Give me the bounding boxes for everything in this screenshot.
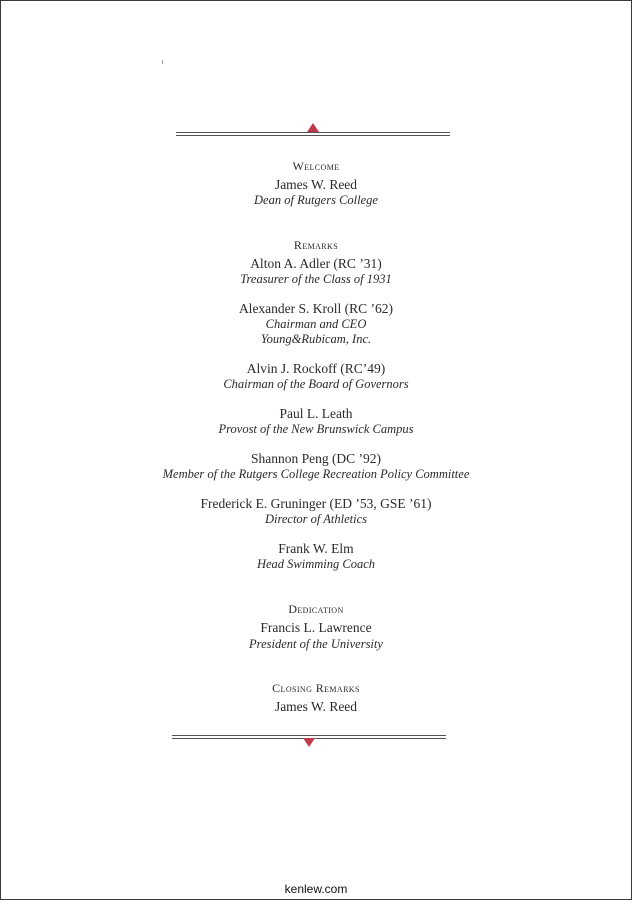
top-ornament <box>176 122 450 136</box>
remarks-heading: Remarks <box>293 238 339 252</box>
welcome-name: James W. Reed <box>274 177 358 192</box>
speaker-name: Shannon Peng (DC ’92) <box>250 451 382 466</box>
speaker-role: Chairman and CEO <box>265 317 367 331</box>
speaker-role-2: Young&Rubicam, Inc. <box>260 332 372 346</box>
speaker-name: Alton A. Adler (RC ’31) <box>250 256 382 271</box>
top-rule-2 <box>176 135 450 136</box>
speaker-role: Provost of the New Brunswick Campus <box>218 422 414 436</box>
speaker-role: Member of the Rutgers College Recreation Policy Committee <box>162 467 470 481</box>
dedication-role: President of the University <box>249 637 383 651</box>
bottom-ornament <box>172 734 446 748</box>
up-triangle-icon <box>307 123 319 132</box>
speaker-name: Frank W. Elm <box>278 541 354 556</box>
down-triangle-icon <box>303 738 315 747</box>
welcome-heading: Welcome <box>292 159 340 173</box>
closing-heading: Closing Remarks <box>272 681 360 695</box>
speaker-name: Alvin J. Rockoff (RC’49) <box>246 361 386 376</box>
speaker-name: Frederick E. Gruninger (ED ’53, GSE ’61) <box>200 496 432 511</box>
welcome-role: Dean of Rutgers College <box>254 193 378 207</box>
speaker-role: Chairman of the Board of Governors <box>223 377 409 391</box>
speaker-name: Paul L. Leath <box>279 406 353 421</box>
speaker-role: Treasurer of the Class of 1931 <box>240 272 392 286</box>
speaker-role: Director of Athletics <box>264 512 368 526</box>
closing-name: James W. Reed <box>274 699 358 714</box>
top-rule-1 <box>176 132 450 133</box>
footer-watermark: kenlew.com <box>284 882 348 896</box>
dedication-name: Francis L. Lawrence <box>260 620 372 635</box>
scan-speck <box>162 60 163 64</box>
speaker-role: Head Swimming Coach <box>256 557 376 571</box>
bottom-rule-1 <box>172 735 446 736</box>
speaker-name: Alexander S. Kroll (RC ’62) <box>238 301 394 316</box>
dedication-heading: Dedication <box>288 602 344 616</box>
